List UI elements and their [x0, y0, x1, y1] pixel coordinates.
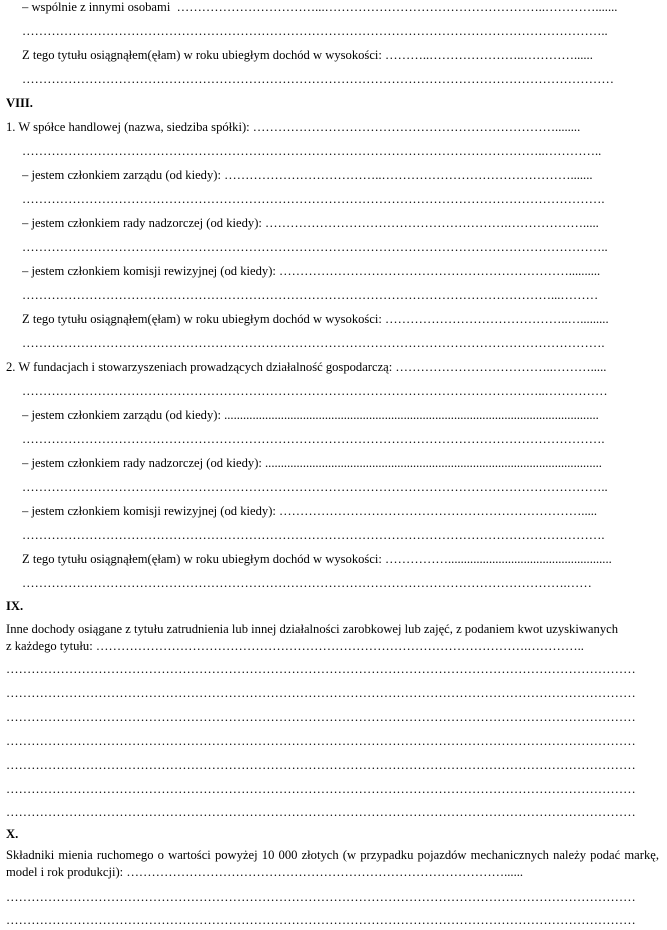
section-heading-ix: IX.	[6, 599, 24, 613]
s9-dotted-line: ……………………………………………………………………………………………………………………………………	[6, 782, 636, 796]
s8-line-8: ………………………………………………………………………………………………………………...………	[22, 288, 599, 302]
s8-line-3: – jestem członkiem zarządu (od kiedy): ………………………………..……………………………………….......	[22, 168, 593, 182]
s9-dotted-line: ……………………………………………………………………………………………………………………………………	[6, 734, 636, 748]
s10-dotted-line: ……………………………………………………………………………………………………………………………………	[6, 890, 636, 904]
top-line-3: Z tego tytułu osiągnąłem(ęłam) w roku ubiegłym dochód w wysokości: ………..…………………..…………......	[22, 48, 593, 62]
s9-dotted-line: ……………………………………………………………………………………………………………………………………	[6, 758, 636, 772]
s9-dotted-line: ……………………………………………………………………………………………………………………………………	[6, 710, 636, 724]
s9-dotted-line: ……………………………………………………………………………………………………………………………………	[6, 805, 636, 819]
top-line-4: ……………………………………………………………………………………………………………………………	[22, 72, 614, 86]
s8-line-17: – jestem członkiem komisji rewizyjnej (od kiedy): ……………………………………………………………….....	[22, 504, 598, 518]
top-line-1: – wspólnie z innymi osobami ……………………………...……………………………………………..………….......	[22, 0, 618, 14]
s8-line-16: …………………………………………………………………………………………………………………………..	[22, 480, 608, 494]
s8-line-13: – jestem członkiem zarządu (od kiedy): .......................................................................................................................	[22, 408, 599, 422]
s8-line-9: Z tego tytułu osiągnąłem(ęłam) w roku ubiegłym dochód w wysokości: ……………………………………..….........	[22, 312, 609, 326]
s8-line-7: – jestem członkiem komisji rewizyjnej (od kiedy): ……………………………………………………………..........	[22, 264, 601, 278]
s8-line-12: ……………………………………………………………………………………………………………..……………	[22, 384, 608, 398]
s9-dotted-line: ……………………………………………………………………………………………………………………………………	[6, 662, 636, 676]
s10-paragraph: Składniki mienia ruchomego o wartości powyżej 10 000 złotych (w przypadku pojazdów mechanicznych należy podać markę, model i rok produkcji): ………………………………………………………………………………......	[6, 848, 659, 879]
s9-dotted-line: ……………………………………………………………………………………………………………………………………	[6, 686, 636, 700]
s8-line-14: ………………………………………………………………………………………………………………………….	[22, 432, 605, 446]
s8-line-11: 2. W fundacjach i stowarzyszeniach prowadzących działalność gospodarczą: ………………………………..……….....	[6, 360, 607, 374]
s8-line-20: ………………………………………………………………………………………………………………….……	[22, 576, 592, 590]
section-heading-x: X.	[6, 827, 19, 841]
s8-line-1: 1. W spółce handlowej (nazwa, siedziba spółki): ………………………………………………………………........	[6, 120, 581, 134]
s8-line-18: ………………………………………………………………………………………………………………………….	[22, 528, 605, 542]
s8-line-15: – jestem członkiem rady nadzorczej (od kiedy): ...........................................................................................................	[22, 456, 602, 470]
s8-line-6: …………………………………………………………………………………………………………………………..	[22, 240, 608, 254]
s9-paragraph-line-2: z każdego tytułu: ………………………………………………………………………………………….…………..	[6, 639, 584, 653]
s8-line-19: Z tego tytułu osiągnąłem(ęłam) w roku ubiegłym dochód w wysokości: ……………....................................................	[22, 552, 612, 566]
s8-line-10: ………………………………………………………………………………………………………………………….	[22, 336, 605, 350]
s8-line-2: ……………………………………………………………………………………………………………..…………..	[22, 144, 602, 158]
s10-dotted-line: ……………………………………………………………………………………………………………………………………	[6, 913, 636, 927]
s9-paragraph-line-1: Inne dochody osiągane z tytułu zatrudnienia lub innej działalności zarobkowej lub zajęć, z podaniem kwot uzyskiwanych	[6, 622, 618, 636]
s8-line-4: ………………………………………………………………………………………………………………………….	[22, 192, 605, 206]
section-heading-viii: VIII.	[6, 96, 33, 110]
top-line-2: …………………………………………………………………………………………………………………………..	[22, 24, 608, 38]
s8-line-5: – jestem członkiem rady nadzorczej (od kiedy): ………………………………………………….……………….....	[22, 216, 599, 230]
